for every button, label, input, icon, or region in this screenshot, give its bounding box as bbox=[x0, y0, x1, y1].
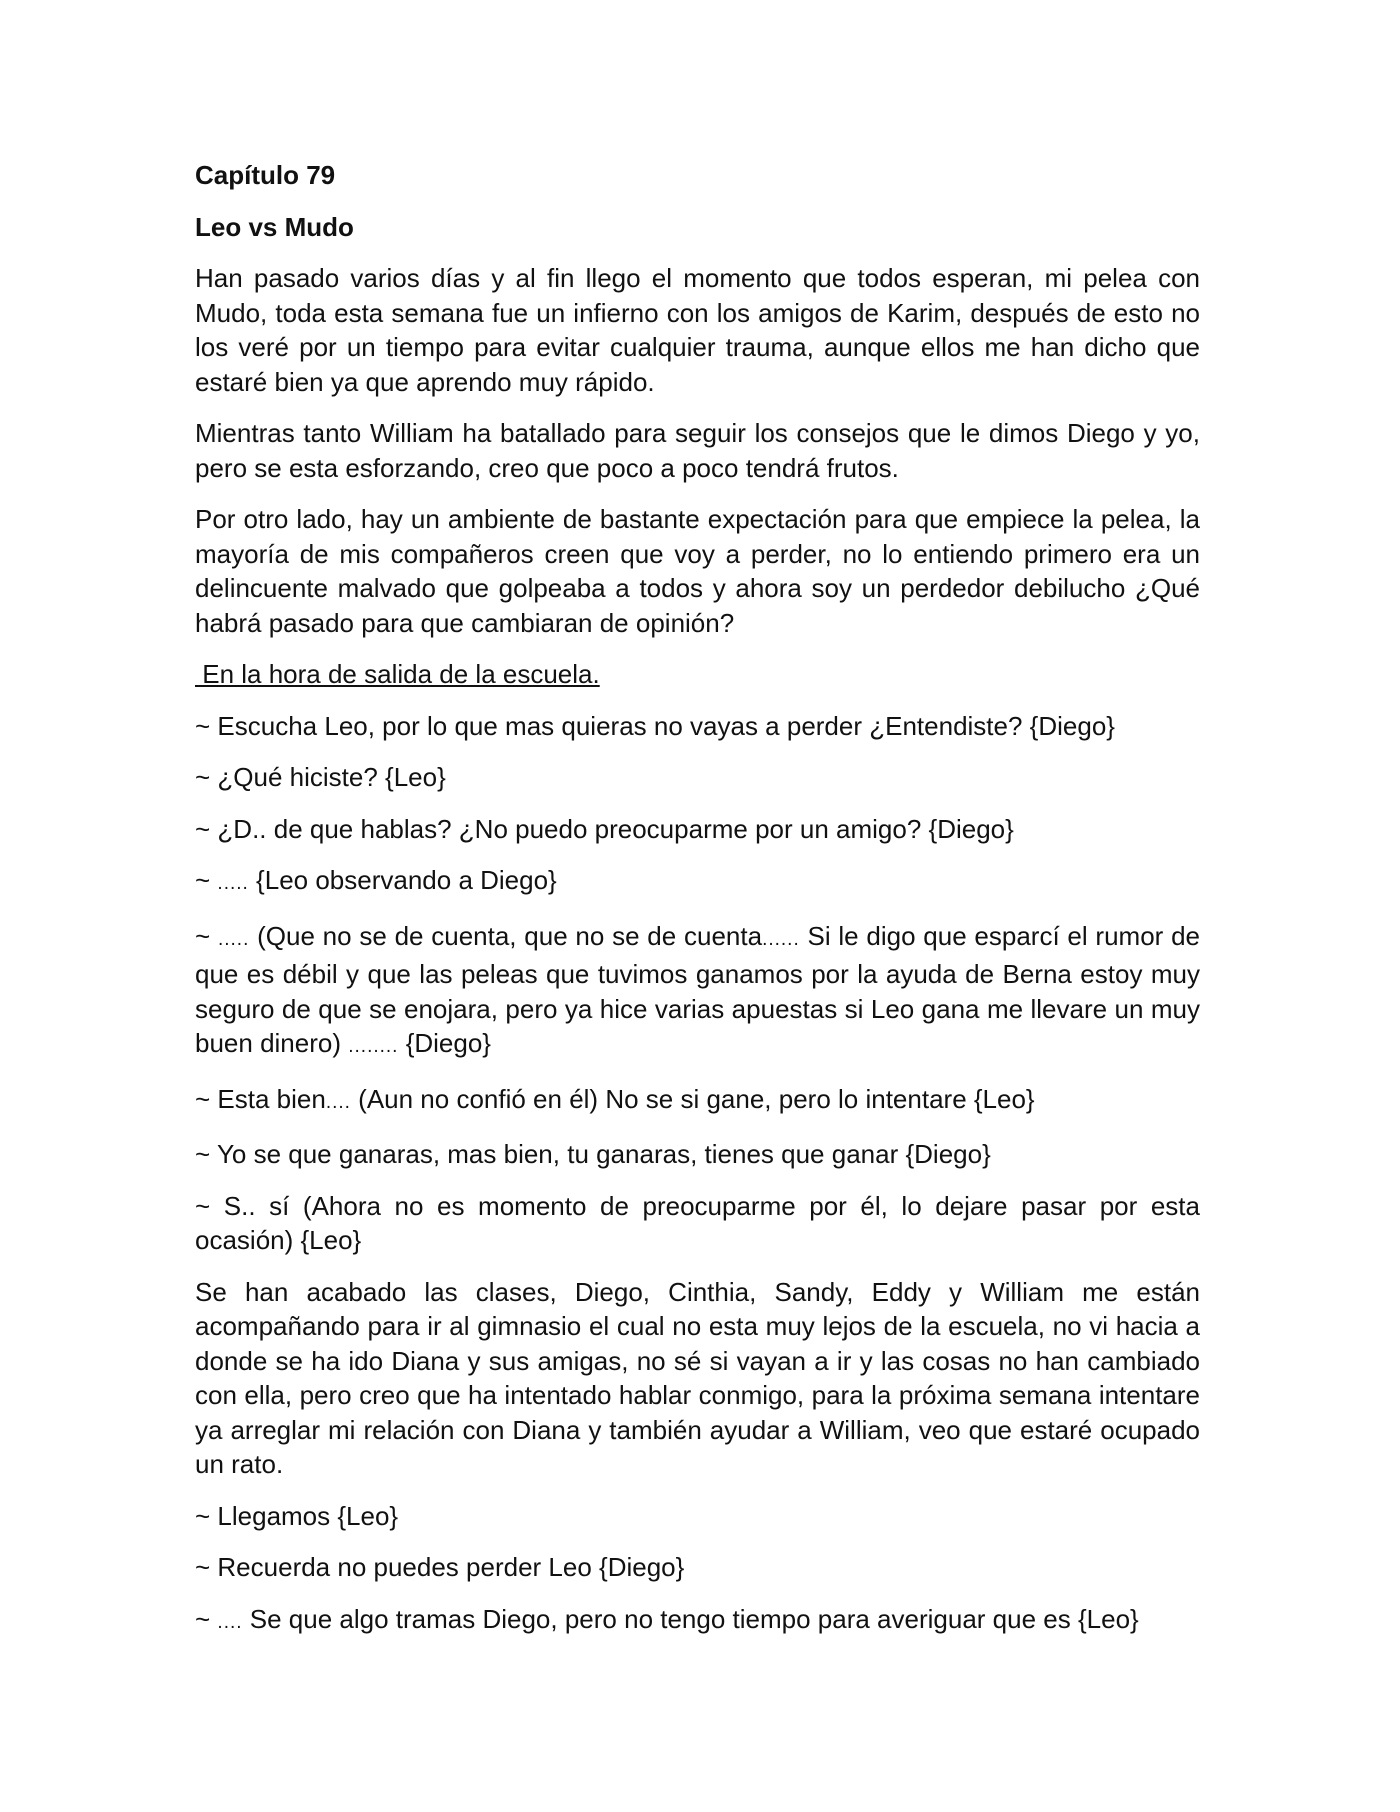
dialogue-line-9: ~ Llegamos {Leo} bbox=[195, 1500, 399, 1531]
dialogue-line-10: ~ Recuerda no puedes perder Leo {Diego} bbox=[195, 1552, 685, 1582]
dialogue-line-8: ~ S.. sí (Ahora no es momento de preocuparme por él, lo dejare pasar por esta ocasión) {Leo} bbox=[195, 1190, 1200, 1255]
ellipsis: ........ bbox=[348, 1036, 399, 1057]
ellipsis: ...... bbox=[762, 928, 800, 950]
dialogue-text: ~ Esta bien bbox=[195, 1083, 326, 1114]
dialogue-line-6 bbox=[195, 1082, 1200, 1121]
dialogue-text: Si le digo que esparcí el rumor de que es débil y que las peleas que tuvimos ganamos por la ayuda de Berna estoy muy seguro de que se enojara, pero ya hice varias apuestas si Leo gana me llevare un muy buen dinero) bbox=[195, 920, 1200, 1058]
document-page bbox=[195, 158, 1200, 1657]
dialogue-line-7: ~ Yo se que ganaras, mas bien, tu ganaras, tienes que ganar {Diego} bbox=[195, 1139, 991, 1169]
dialogue-line-5 bbox=[195, 919, 1200, 1065]
dialogue-prefix: ~ bbox=[195, 1603, 218, 1634]
dialogue-prefix: ~ bbox=[195, 865, 218, 895]
dialogue-line-2: ~ ¿Qué hiciste? {Leo} bbox=[195, 762, 446, 792]
ellipsis: .... bbox=[217, 1611, 243, 1633]
dialogue-line-3: ~ ¿D.. de que hablas? ¿No puedo preocuparme por un amigo? {Diego} bbox=[195, 813, 1014, 844]
dialogue-prefix: ~ bbox=[195, 920, 218, 951]
dialogue-text: {Leo observando a Diego} bbox=[248, 865, 557, 895]
dialogue-text: (Aun no confió en él) No se si gane, pero lo intentare {Leo} bbox=[350, 1083, 1035, 1114]
ellipsis: .... bbox=[325, 1091, 351, 1113]
narration-paragraph-1: Han pasado varios días y al fin llego el momento que todos esperan, mi pelea con Mudo, toda esta semana fue un infierno con los amigos de Karim, después de esto no los veré por un tiempo para evitar cualquier trauma, aunque ellos me han dicho que estaré bien ya que aprendo muy rápido. bbox=[195, 263, 1200, 397]
chapter-subtitle: Leo vs Mudo bbox=[195, 211, 354, 242]
ellipsis: ..... bbox=[217, 873, 249, 894]
dialogue-text: Se que algo tramas Diego, pero no tengo tiempo para averiguar que es {Leo} bbox=[242, 1603, 1139, 1634]
dialogue-line-1: ~ Escucha Leo, por lo que mas quieras no vayas a perder ¿Entendiste? {Diego} bbox=[195, 710, 1115, 741]
dialogue-text: {Diego} bbox=[398, 1028, 491, 1058]
narration-paragraph-3: Por otro lado, hay un ambiente de bastante expectación para que empiece la pelea, la mayoría de mis compañeros creen que voy a perder, no lo entiendo primero era un delincuente malvado que golpeaba a todos y ahora soy un perdedor debilucho ¿Qué habrá pasado para que cambiaran de opinión? bbox=[195, 504, 1200, 638]
narration-paragraph-4: Se han acabado las clases, Diego, Cinthia, Sandy, Eddy y William me están acompañando para ir al gimnasio el cual no esta muy lejos de la escuela, no vi hacia a donde se ha ido Diana y sus amigas, no sé si vayan a ir y las cosas no han cambiado con ella, pero creo que ha intentado hablar conmigo, para la próxima semana intentare ya arreglar mi relación con Diana y también ayudar a William, veo que estaré ocupado un rato. bbox=[195, 1276, 1200, 1479]
dialogue-line-11 bbox=[195, 1602, 1200, 1641]
dialogue-line-4 bbox=[195, 863, 1200, 902]
dialogue-text: (Que no se de cuenta, que no se de cuenta bbox=[249, 920, 763, 951]
ellipsis: ..... bbox=[217, 928, 250, 950]
narration-paragraph-2: Mientras tanto William ha batallado para seguir los consejos que le dimos Diego y yo, pero se esta esforzando, creo que poco a poco tendrá frutos. bbox=[195, 418, 1200, 483]
scene-heading: En la hora de salida de la escuela. bbox=[195, 659, 600, 689]
chapter-title: Capítulo 79 bbox=[195, 160, 336, 190]
